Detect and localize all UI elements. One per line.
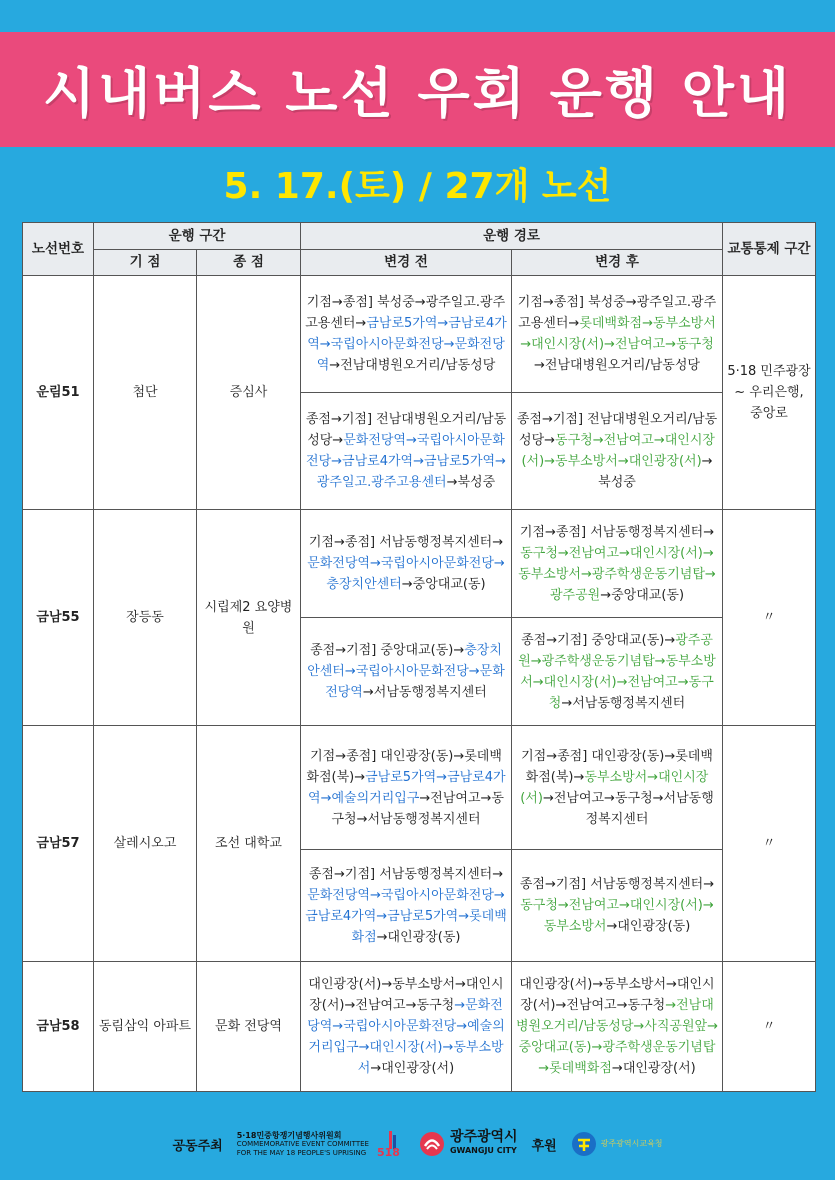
route-segment: 문화전당역→국립아시아문화전당→충장치안센터: [307, 556, 505, 592]
route-segment: 충장치안센터→국립아시아문화전당→문화전당역: [307, 643, 505, 700]
route-path-after: [512, 726, 723, 850]
route-end: 조선 대학교: [197, 726, 301, 962]
route-segment: →전남여고→동구청→서남동행정복지센터: [542, 790, 714, 827]
route-segment: 종점→기점] 서남동행정복지센터→: [519, 877, 715, 892]
route-end: 증심사: [197, 276, 301, 510]
route-path-after: [512, 510, 723, 618]
route-control-section: 5·18 민주광장~ 우리은행, 중앙로: [723, 276, 816, 510]
route-control-section: 〃: [723, 510, 816, 726]
org-518-committee: [237, 1129, 405, 1159]
route-path-after: [512, 618, 723, 726]
route-segment: 종점→기점] 서남동행정복지센터→: [308, 866, 504, 882]
route-path-before: [301, 510, 512, 618]
route-segment: 동구청→전남여고→대인시장(서)→동부소방서→대인광장(서): [521, 433, 715, 469]
org1-name: 5·18민중항쟁기념행사위원회: [236, 1130, 342, 1140]
route-segment: 종점→기점] 전남대병원오거리/남동성당→: [516, 412, 718, 448]
education-office-name: 광주광역시교육청: [600, 1139, 663, 1148]
gwangju-logo-icon: [419, 1131, 445, 1157]
route-segment: 기점→종점] 북성중→광주일고.광주고용센터→: [517, 295, 717, 331]
org-gwangju-city: [419, 1131, 518, 1157]
route-segment: 기점→종점] 대인광장(동)→롯데백화점(북)→: [521, 748, 713, 785]
route-segment: 기점→종점] 서남동행정복지센터→: [519, 524, 715, 540]
route-segment: →전남대병원오거리/남동성당: [329, 358, 496, 373]
header-before: 변경 전: [301, 250, 512, 276]
header-route-no: 노선번호: [23, 223, 94, 276]
route-path-after: [512, 962, 723, 1092]
route-path-after: [512, 393, 723, 510]
route-segment: 기점→종점] 북성중→광주일고.광주고용센터→: [305, 295, 506, 331]
page-subtitle: 5. 17.(토) / 27개 노선: [223, 166, 612, 207]
route-segment: 문화전당역→국립아시아문화전당→금남로4가역→금남로5가역→광주일고.광주고용센터: [306, 433, 506, 490]
route-segment: →문화전당역→국립아시아문화전당→예술의거리입구→대인시장(서)→동부소방서: [307, 998, 505, 1076]
route-segment: 동부소방서→대인시장(서): [520, 769, 709, 806]
route-number: 금남58: [23, 962, 94, 1092]
education-office-logo-icon: [571, 1131, 597, 1157]
route-segment: →전남여고→동구청→서남동행정복지센터: [331, 790, 504, 827]
route-segment: 종점→기점] 전남대병원오거리/남동성당→: [305, 412, 507, 448]
sponsor-label: 후원: [531, 1138, 557, 1154]
route-path-before: [301, 962, 512, 1092]
route-segment: →북성중: [598, 454, 713, 490]
route-segment: →서남동행정복지센터: [561, 695, 686, 711]
route-start: 살레시오고: [94, 726, 197, 962]
route-start: 첨단: [94, 276, 197, 510]
route-segment: 광주공원→광주학생운동기념탑→동부소방서→대인시장(서)→전남여고→동구청: [518, 632, 716, 711]
route-segment: →대인광장(동): [606, 919, 691, 934]
org-education-office: [571, 1131, 663, 1157]
route-row: [23, 510, 816, 618]
header-after: 변경 후: [512, 250, 723, 276]
route-table: [22, 222, 816, 1092]
route-segment: 대인광장(서)→동부소방서→대인시장(서)→전남여고→동구청: [519, 977, 715, 1013]
route-path-before: [301, 276, 512, 393]
route-segment: 동구청→전남여고→대인시장(서)→동부소방서→광주학생운동기념탑→광주공원: [518, 545, 716, 603]
route-segment: →서남동행정복지센터: [362, 685, 487, 700]
org1-en-line2: FOR THE MAY 18 PEOPLE'S UPRISING: [236, 1148, 367, 1157]
route-path-before: [301, 726, 512, 850]
city-name: 광주광역시: [449, 1129, 518, 1145]
route-segment: 종점→기점] 중앙대교(동)→: [521, 632, 676, 648]
route-path-before: [301, 393, 512, 510]
title-banner: [0, 32, 835, 147]
route-segment: →북성중: [446, 475, 496, 490]
route-path-before: [301, 618, 512, 726]
route-row: [23, 726, 816, 850]
route-segment: 금남로5가역→금남로4가역→국립아시아문화전당→문화전당역: [307, 316, 507, 373]
route-control-section: 〃: [723, 962, 816, 1092]
header-section: 운행 구간: [94, 223, 301, 250]
route-segment: 종점→기점] 중앙대교(동)→: [310, 643, 465, 658]
route-segment: →대인광장(서): [611, 1061, 696, 1076]
footer: [0, 1108, 835, 1180]
route-segment: 롯데백화점→동부소방서→대인시장(서)→전남여고→동구청: [520, 316, 716, 352]
route-segment: →전남대병원오거리/남동성당→사직공원앞→중앙대교(동)→광주학생운동기념탑→롯데백화점: [516, 998, 718, 1076]
route-end: 문화 전당역: [197, 962, 301, 1092]
route-segment: →중앙대교(동): [600, 587, 685, 603]
route-path-before: [301, 850, 512, 962]
route-path-after: [512, 850, 723, 962]
page-title: 시내버스 노선 우회 운행 안내: [42, 62, 793, 125]
header-end: 종 점: [197, 250, 301, 276]
route-path-after: [512, 276, 723, 393]
header-path: 운행 경로: [301, 223, 723, 250]
route-segment: 기점→종점] 대인광장(동)→롯데백화점(북)→: [306, 748, 502, 785]
route-number: 금남55: [23, 510, 94, 726]
route-segment: 문화전당역→국립아시아문화전당→금남로4가역→금남로5가역→롯데백화점: [305, 887, 507, 945]
route-segment: 금남로5가역→금남로4가역→예술의거리입구: [308, 769, 506, 806]
route-control-section: 〃: [723, 726, 816, 962]
host-label: 공동주최: [172, 1138, 223, 1154]
route-number: 운림51: [23, 276, 94, 510]
header-start: 기 점: [94, 250, 197, 276]
route-segment: 기점→종점] 서남동행정복지센터→: [308, 535, 504, 550]
route-segment: →중앙대교(동): [401, 577, 486, 592]
route-segment: 대인광장(서)→동부소방서→대인시장(서)→전남여고→동구청: [308, 977, 504, 1013]
org1-logo-icon: [375, 1129, 405, 1159]
route-segment: 동구청→전남여고→대인시장(서)→동부소방서: [520, 898, 714, 934]
route-end: 시립제2 요양병원: [197, 510, 301, 726]
route-start: 장등동: [94, 510, 197, 726]
org1-en-line1: COMMEMORATIVE EVENT COMMITTEE: [236, 1139, 369, 1148]
route-row: [23, 962, 816, 1092]
header-control: 교통통제 구간: [723, 223, 816, 276]
org1-badge-text: 518: [376, 1146, 400, 1159]
route-segment: →대인광장(동): [376, 929, 461, 945]
route-number: 금남57: [23, 726, 94, 962]
route-segment: →대인광장(서): [370, 1061, 455, 1076]
route-row: [23, 276, 816, 393]
route-start: 동림삼익 아파트: [94, 962, 197, 1092]
route-segment: →전남대병원오거리/남동성당: [534, 358, 700, 373]
city-name-en: GWANGJU CITY: [449, 1146, 517, 1155]
